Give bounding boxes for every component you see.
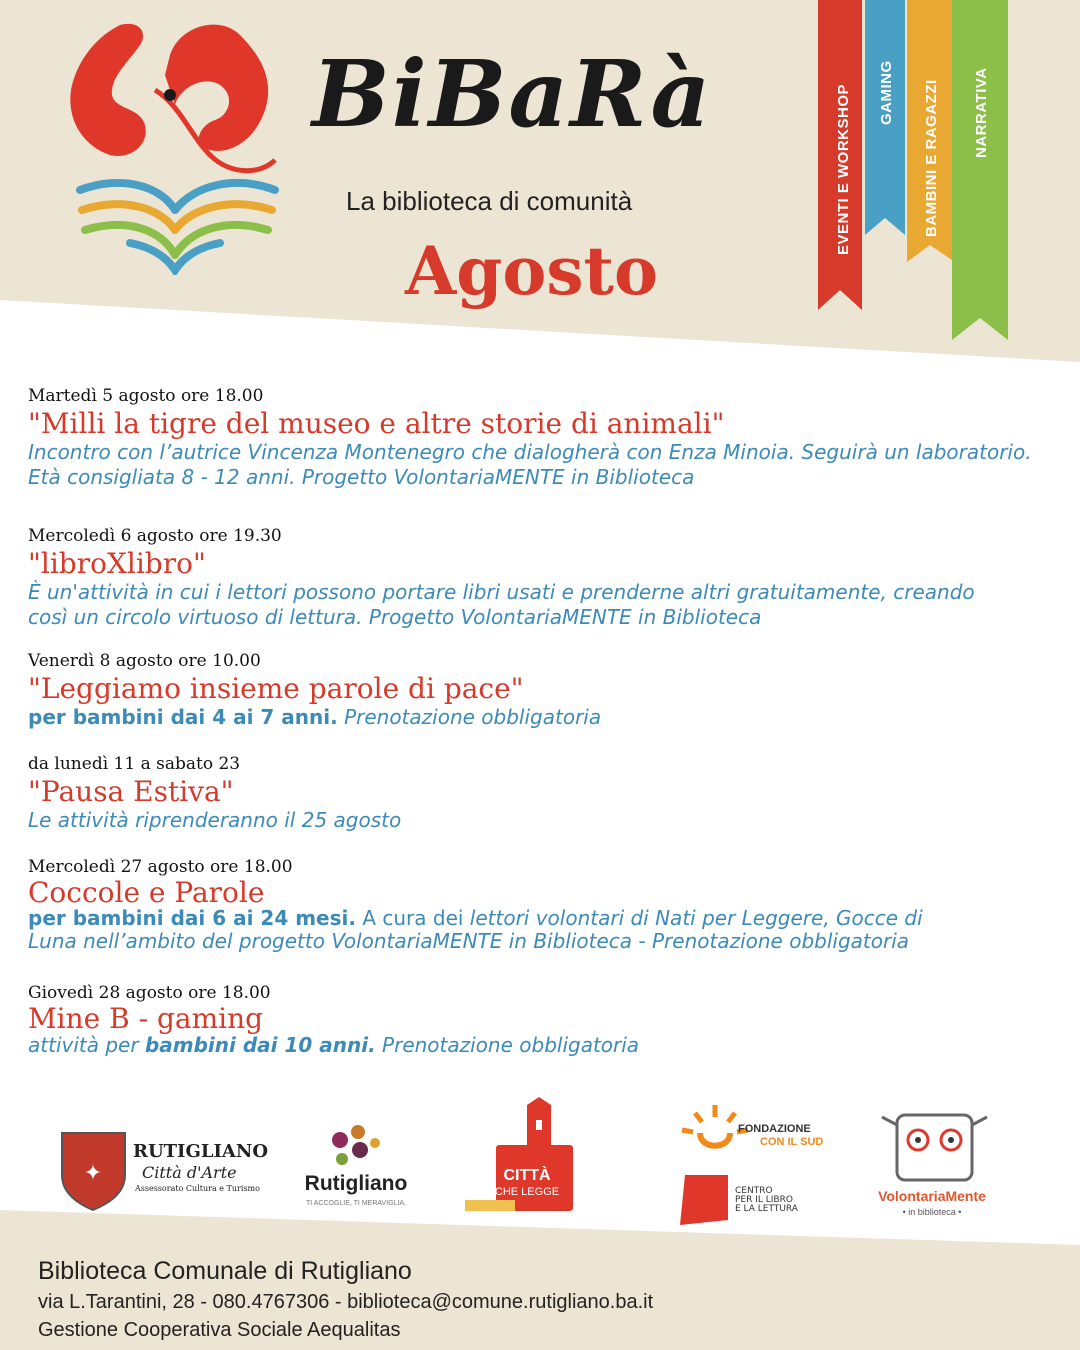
- fondazione-line2: CON IL SUD: [760, 1136, 824, 1148]
- citta-legge-line2: CHE LEGGE: [494, 1186, 560, 1198]
- category-ribbons: [810, 0, 1010, 345]
- event-description: [28, 907, 923, 930]
- footer-contact: via L.Tarantini, 28 - 080.4767306 - biblioteca@comune.rutigliano.ba.it: [38, 1291, 654, 1313]
- brand-tagline: La biblioteca di comunità: [346, 186, 633, 216]
- event-description: Età consigliata 8 - 12 anni. Progetto VolontariaMENTE in Biblioteca: [28, 465, 695, 489]
- event-item: [28, 384, 1032, 490]
- event-date: Mercoledì 6 agosto ore 19.30: [28, 526, 282, 546]
- ribbon-narrativa: [952, 0, 1008, 340]
- rutigliano-arte-sub: Città d'Arte: [142, 1163, 237, 1182]
- centro-per-il-libro-logo: [680, 1175, 799, 1225]
- svg-text:✦: ✦: [83, 1161, 103, 1186]
- event-description: Luna nell’ambito del progetto VolontariaMENTE in Biblioteca - Prenotazione obbligatoria: [28, 929, 910, 953]
- event-item: [28, 981, 639, 1058]
- event-description: [28, 705, 601, 730]
- event-description: Le attività riprenderanno il 25 agosto: [28, 808, 402, 832]
- fondazione-line1: FONDAZIONE: [738, 1123, 811, 1135]
- event-date: da lunedì 11 a sabato 23: [28, 754, 241, 774]
- event-audience: per bambini dai 4 ai 7 anni.: [28, 705, 338, 729]
- event-booking: Prenotazione obbligatoria: [337, 705, 602, 729]
- volontaria-sub: • in biblioteca •: [902, 1207, 962, 1217]
- centro-line1: CENTRO: [735, 1186, 773, 1196]
- rutigliano-brand-name: Rutigliano: [304, 1172, 408, 1195]
- event-description: [28, 1033, 639, 1058]
- event-audience: per bambini dai 6 ai 24 mesi.: [28, 906, 356, 930]
- event-title: "Pausa Estiva": [28, 775, 234, 808]
- event-description: È un'attività in cui i lettori possono portare libri usati e prenderne altri gratuitamente, creando: [28, 580, 975, 604]
- ribbon-gaming: [865, 0, 905, 235]
- event-date: Giovedì 28 agosto ore 18.00: [28, 983, 271, 1003]
- rutigliano-arte-sub2: Assessorato Cultura e Turismo: [135, 1184, 260, 1193]
- footer-library-name: Biblioteca Comunale di Rutigliano: [38, 1257, 412, 1285]
- ribbon-label-gaming: GAMING: [878, 60, 895, 125]
- volontariamente-logo: [878, 1115, 987, 1217]
- centro-line2: PER IL LIBRO: [735, 1195, 793, 1205]
- event-curator: lettori volontari di Nati per Leggere, Gocce di: [469, 906, 923, 930]
- event-title: "Leggiamo insieme parole di pace": [28, 672, 524, 705]
- footer-management: Gestione Cooperativa Sociale Aequalitas: [38, 1319, 401, 1341]
- month-title: Agosto: [405, 232, 659, 310]
- rutigliano-brand-logo: [305, 1125, 408, 1207]
- fondazione-con-il-sud-logo: [682, 1105, 823, 1148]
- bibara-logo-icon: [60, 15, 290, 275]
- event-desc-prefix: attività per: [28, 1033, 145, 1057]
- event-date: Mercoledì 27 agosto ore 18.00: [28, 857, 293, 877]
- event-title: Mine B - gaming: [28, 1002, 264, 1035]
- citta-legge-line1: CITTÀ: [503, 1167, 551, 1184]
- sponsor-logos: [0, 1095, 1080, 1235]
- brand-title: BiBaRà: [312, 40, 713, 148]
- event-curator-intro: A cura dei: [355, 906, 470, 930]
- event-item: [28, 649, 601, 730]
- event-audience: bambini dai 10 anni.: [144, 1033, 376, 1057]
- rutigliano-brand-sub: TI ACCOGLIE, TI MERAVIGLIA.: [305, 1200, 407, 1207]
- ribbon-bambini: [907, 0, 952, 262]
- book-icon: [680, 1175, 728, 1225]
- event-title: "Milli la tigre del museo e altre storie di animali": [28, 407, 725, 440]
- rutigliano-citta-arte-logo: [62, 1133, 268, 1210]
- event-item: [28, 752, 401, 833]
- sun-icon: [700, 1133, 730, 1146]
- ribbon-label-bambini: BAMBINI E RAGAZZI: [923, 79, 940, 237]
- ribbon-label-narrativa: NARRATIVA: [973, 67, 990, 158]
- event-title: Coccole e Parole: [28, 876, 265, 909]
- event-item: [28, 524, 975, 630]
- event-title: "libroXlibro": [28, 547, 206, 580]
- footer: [38, 1254, 653, 1344]
- event-item: [28, 855, 923, 953]
- ribbon-eventi: [818, 0, 862, 310]
- event-booking: Prenotazione obbligatoria: [375, 1033, 640, 1057]
- owl-icon: [897, 1115, 972, 1180]
- event-date: Venerdì 8 agosto ore 10.00: [28, 651, 261, 671]
- event-date: Martedì 5 agosto ore 18.00: [28, 386, 264, 406]
- rutigliano-arte-name: RUTIGLIANO: [133, 1141, 269, 1162]
- volontaria-name: VolontariaMente: [878, 1188, 986, 1204]
- ribbon-label-eventi: EVENTI E WORKSHOP: [835, 83, 852, 255]
- centro-line3: E LA LETTURA: [735, 1204, 798, 1214]
- citta-che-legge-logo: [465, 1097, 573, 1211]
- event-description: Incontro con l’autrice Vincenza Montenegro che dialogherà con Enza Minoia. Seguirà un laboratorio.: [28, 440, 1032, 464]
- event-description: così un circolo virtuoso di lettura. Progetto VolontariaMENTE in Biblioteca: [28, 605, 762, 629]
